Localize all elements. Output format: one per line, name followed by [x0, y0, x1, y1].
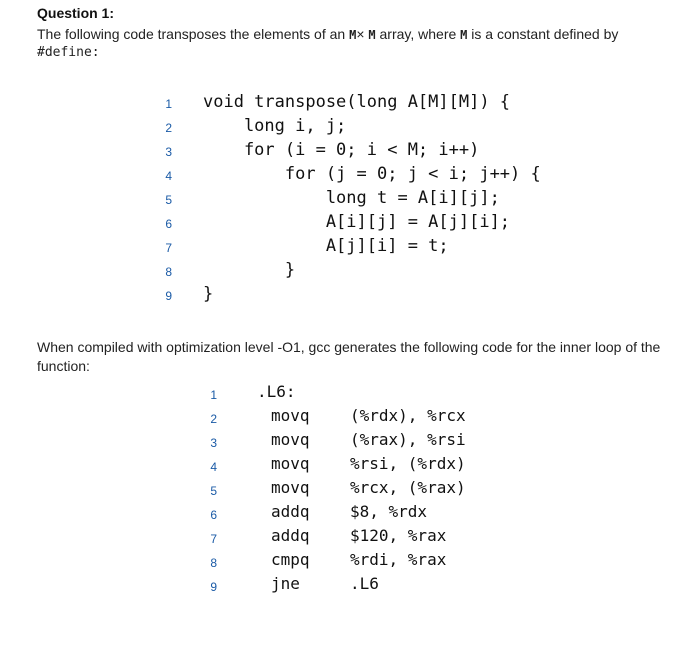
asm-operands: (%rdx), %rcx — [350, 406, 466, 425]
intro-times: × — [356, 26, 365, 42]
asm-opcode: jne — [271, 574, 300, 593]
compile-description: When compiled with optimization level -O1, gcc generates the following code for the inner loop of the function: — [37, 339, 661, 374]
define-suffix: : — [91, 45, 100, 60]
line-number: 9 — [210, 580, 217, 594]
line-number: 5 — [165, 193, 172, 207]
line-number: 5 — [210, 484, 217, 498]
line-number: 7 — [165, 241, 172, 255]
asm-opcode: cmpq — [271, 550, 310, 569]
define-line — [37, 45, 100, 60]
intro-m-2: M — [368, 28, 376, 42]
line-number: 1 — [210, 388, 217, 402]
code-text: for (j = 0; j < i; j++) { — [203, 164, 541, 184]
line-number: 7 — [210, 532, 217, 546]
intro-text-2: array, where — [375, 26, 461, 42]
asm-operands: (%rax), %rsi — [350, 430, 466, 449]
asm-opcode: movq — [271, 406, 310, 425]
code-text: void transpose(long A[M][M]) { — [203, 92, 511, 112]
asm-opcode: addq — [271, 526, 310, 545]
asm-operands: $8, %rdx — [350, 502, 428, 521]
line-number: 4 — [165, 169, 172, 183]
asm-opcode: movq — [271, 454, 310, 473]
intro-text-1: The following code transposes the elements of an — [37, 26, 350, 42]
code-text: } — [203, 284, 214, 304]
line-number: 2 — [210, 412, 217, 426]
intro-m-3: M — [460, 28, 468, 42]
asm-opcode: movq — [271, 478, 310, 497]
asm-operands: %rcx, (%rax) — [350, 478, 466, 497]
line-number: 3 — [210, 436, 217, 450]
intro-text-3: is a constant defined by — [467, 26, 619, 42]
line-number: 6 — [165, 217, 172, 231]
code-text: long t = A[i][j]; — [203, 188, 500, 208]
question-title: Question 1: — [37, 5, 115, 21]
question-intro — [37, 23, 677, 46]
line-number: 9 — [165, 289, 172, 303]
line-number: 3 — [165, 145, 172, 159]
line-number: 8 — [165, 265, 172, 279]
asm-opcode: movq — [271, 430, 310, 449]
define-keyword: #define — [37, 45, 92, 60]
asm-operands: .L6 — [350, 574, 379, 593]
code-text: for (i = 0; i < M; i++) — [203, 140, 480, 160]
line-number: 2 — [165, 121, 172, 135]
asm-label: .L6: — [257, 382, 296, 401]
code-text: long i, j; — [203, 116, 347, 136]
intro-m-1: M — [349, 28, 357, 42]
line-number: 6 — [210, 508, 217, 522]
asm-operands: %rdi, %rax — [350, 550, 447, 569]
line-number: 4 — [210, 460, 217, 474]
asm-operands: $120, %rax — [350, 526, 447, 545]
code-text: A[j][i] = t; — [203, 236, 449, 256]
asm-opcode: addq — [271, 502, 310, 521]
code-text: } — [203, 260, 296, 280]
line-number: 8 — [210, 556, 217, 570]
asm-operands: %rsi, (%rdx) — [350, 454, 466, 473]
code-text: A[i][j] = A[j][i]; — [203, 212, 511, 232]
line-number: 1 — [165, 97, 172, 111]
